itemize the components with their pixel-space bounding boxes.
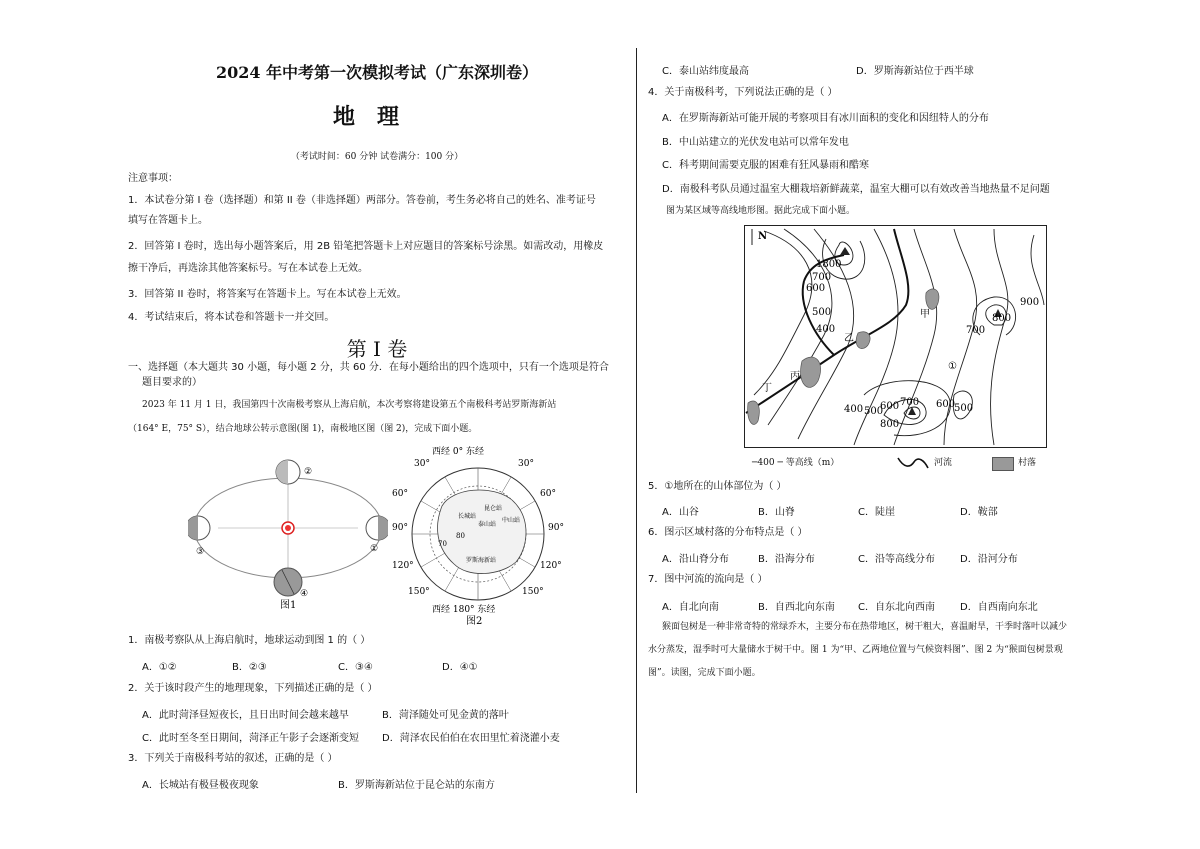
figure2-caption: 图2 bbox=[466, 616, 483, 626]
answer-option[interactable]: C．此时至冬至日期间，菏泽正午影子会逐渐变短 bbox=[142, 733, 359, 744]
question-stem: 7．图中河流的流向是（ ） bbox=[648, 574, 768, 585]
answer-option[interactable]: A．沿山脊分布 bbox=[662, 554, 729, 565]
svg-text:600: 600 bbox=[880, 401, 900, 412]
svg-text:500: 500 bbox=[864, 406, 884, 417]
legend-village: 村落 bbox=[1018, 458, 1037, 468]
answer-option[interactable]: B．②③ bbox=[232, 662, 267, 673]
svg-text:丙: 丙 bbox=[790, 371, 800, 382]
answer-option[interactable]: A．在罗斯海新站可能开展的考察项目有冰川面积的变化和因纽特人的分布 bbox=[662, 113, 989, 124]
answer-option[interactable]: D．④① bbox=[442, 662, 478, 673]
question-stem: 1．南极考察队从上海启航时，地球运动到图 1 的（ ） bbox=[128, 635, 371, 646]
svg-text:1800: 1800 bbox=[816, 259, 842, 270]
answer-option[interactable]: C．陡崖 bbox=[858, 507, 895, 518]
station-label: 中山站 bbox=[502, 517, 521, 524]
question-stem-intro: 2023 年 11 月 1 日，我国第四十次南极考察从上海启航，本次考察将建设第五个南极科考站罗斯海新站 bbox=[142, 400, 557, 410]
answer-option[interactable]: C．泰山站纬度最高 bbox=[662, 66, 749, 77]
svg-text:800: 800 bbox=[992, 313, 1012, 324]
note-line: 填写在答题卡上。 bbox=[128, 215, 208, 226]
svg-text:150°: 150° bbox=[408, 587, 430, 597]
orbit-label: ③ bbox=[196, 547, 205, 557]
earth-orbit-figure bbox=[188, 452, 388, 612]
question-stem: 6．图示区域村落的分布特点是（ ） bbox=[648, 527, 808, 538]
north-arrow-label: N bbox=[758, 231, 768, 242]
earth-position-right bbox=[366, 516, 388, 540]
svg-text:500: 500 bbox=[812, 307, 832, 318]
svg-text:600: 600 bbox=[806, 283, 826, 294]
answer-option[interactable]: B．中山站建立的光伏发电站可以常年发电 bbox=[662, 137, 849, 148]
antarctic-map-figure bbox=[392, 444, 564, 626]
svg-text:500: 500 bbox=[954, 403, 974, 414]
note-line: 1．本试卷分第 I 卷（选择题）和第 II 卷（非选择题）两部分。答卷前，考生务必将自己的姓名、准考证号 bbox=[128, 195, 596, 206]
svg-text:120°: 120° bbox=[540, 561, 562, 571]
answer-option[interactable]: A．长城站有极昼极夜现象 bbox=[142, 780, 259, 791]
answer-option[interactable]: C．沿等高线分布 bbox=[858, 554, 935, 565]
answer-option[interactable]: A．①② bbox=[142, 662, 177, 673]
svg-text:30°: 30° bbox=[518, 459, 534, 469]
svg-text:400: 400 bbox=[816, 324, 836, 335]
polar-label-top: 西经 0° 东经 bbox=[432, 447, 484, 457]
earth-position-bottom bbox=[274, 568, 302, 596]
earth-position-left bbox=[188, 516, 210, 540]
svg-text:600: 600 bbox=[936, 399, 956, 410]
answer-option[interactable]: C．③④ bbox=[338, 662, 373, 673]
svg-text:400: 400 bbox=[844, 404, 864, 415]
legend-river: 河流 bbox=[934, 458, 953, 468]
earth-position-top bbox=[276, 460, 300, 484]
passage-line: 水分蒸发，湿季时可大量储水于树干中。图 1 为“甲、乙两地位置与气候资料图”、图 2 为“猴面包树景观 bbox=[648, 645, 1063, 655]
question-stem-intro: （164° E，75° S），结合地球公转示意图(图 1)，南极地区图（图 2)，完成下面小题。 bbox=[128, 424, 478, 434]
answer-option[interactable]: A．山谷 bbox=[662, 507, 699, 518]
svg-text:700: 700 bbox=[900, 397, 920, 408]
column-divider bbox=[636, 48, 637, 793]
note-line: 4．考试结束后，将本试卷和答题卡一并交回。 bbox=[128, 312, 335, 323]
section-title: 第 I 卷 bbox=[346, 337, 408, 361]
map-intro: 图为某区域等高线地形图。据此完成下面小题。 bbox=[666, 206, 856, 216]
station-label: 长城站 bbox=[458, 513, 477, 520]
answer-option[interactable]: B．山脊 bbox=[758, 507, 795, 518]
answer-option[interactable]: A．此时菏泽昼短夜长，且日出时间会越来越早 bbox=[142, 710, 349, 721]
svg-text:150°: 150° bbox=[522, 587, 544, 597]
figure1-caption: 图1 bbox=[280, 600, 297, 611]
svg-text:90°: 90° bbox=[548, 523, 564, 533]
station-label: 昆仑站 bbox=[484, 505, 503, 512]
exam-title: 2024 年中考第一次模拟考试（广东深圳卷） bbox=[215, 63, 539, 82]
svg-text:乙: 乙 bbox=[844, 333, 854, 344]
village-legend-icon bbox=[992, 457, 1014, 471]
notes-heading: 注意事项： bbox=[128, 173, 178, 184]
answer-option[interactable]: A．自北向南 bbox=[662, 602, 719, 613]
svg-text:700: 700 bbox=[812, 272, 832, 283]
answer-option[interactable]: D．菏泽农民伯伯在农田里忙着浇灌小麦 bbox=[382, 733, 560, 744]
question-stem: 3．下列关于南极科考站的叙述，正确的是（ ） bbox=[128, 753, 338, 764]
answer-option[interactable]: B．自西北向东南 bbox=[758, 602, 835, 613]
svg-text:700: 700 bbox=[966, 325, 986, 336]
svg-text:70: 70 bbox=[438, 540, 447, 548]
answer-option[interactable]: D．罗斯海新站位于西半球 bbox=[856, 66, 974, 77]
station-label: 罗斯海新站 bbox=[466, 557, 497, 564]
answer-option[interactable]: C．科考期间需要克服的困难有狂风暴雨和酷寒 bbox=[662, 160, 869, 171]
svg-text:80: 80 bbox=[456, 532, 465, 540]
svg-text:甲: 甲 bbox=[920, 309, 930, 320]
answer-option[interactable]: C．自东北向西南 bbox=[858, 602, 935, 613]
passage-line: 猴面包树是一种非常奇特的常绿乔木，主要分布在热带地区，树干粗大，喜温耐旱，干季时落叶以减少 bbox=[662, 622, 1068, 632]
polar-label-bottom: 西经 180° 东经 bbox=[432, 605, 496, 615]
svg-text:①: ① bbox=[948, 361, 957, 372]
svg-text:120°: 120° bbox=[392, 561, 414, 571]
answer-option[interactable]: B．沿海分布 bbox=[758, 554, 815, 565]
note-line: 擦干净后，再选涂其他答案标号。写在本试卷上无效。 bbox=[128, 263, 368, 274]
question-stem: 5．①地所在的山体部位为（ ） bbox=[648, 481, 787, 492]
svg-text:丁: 丁 bbox=[762, 383, 772, 394]
passage-line: 图”。读图，完成下面小题。 bbox=[648, 668, 761, 678]
station-label: 泰山站 bbox=[478, 521, 497, 528]
part1-instruction: 一、选择题（本大题共 30 小题，每小题 2 分，共 60 分．在每小题给出的四个选项中，只有一个选项是符合 bbox=[128, 362, 609, 373]
question-stem: 4．关于南极科考，下列说法正确的是（ ） bbox=[648, 87, 838, 98]
answer-option[interactable]: B．菏泽随处可见金黄的落叶 bbox=[382, 710, 509, 721]
answer-option[interactable]: D．自西南向东北 bbox=[960, 602, 1038, 613]
svg-text:900: 900 bbox=[1020, 297, 1040, 308]
svg-text:90°: 90° bbox=[392, 523, 408, 533]
svg-text:60°: 60° bbox=[540, 489, 556, 499]
svg-text:30°: 30° bbox=[414, 459, 430, 469]
orbit-label: ② bbox=[304, 467, 313, 477]
part1-instruction: 题目要求的） bbox=[142, 377, 202, 388]
answer-option[interactable]: B．罗斯海新站位于昆仑站的东南方 bbox=[338, 780, 495, 791]
svg-text:800: 800 bbox=[880, 419, 900, 430]
orbit-label: ① bbox=[370, 544, 379, 554]
subject-title: 地理 bbox=[332, 104, 421, 130]
answer-option[interactable]: D．鞍部 bbox=[960, 507, 998, 518]
orbit-label: ④ bbox=[300, 589, 309, 599]
question-stem: 2．关于该时段产生的地理现象，下列描述正确的是（ ） bbox=[128, 683, 378, 694]
answer-option[interactable]: D．南极科考队员通过温室大棚栽培新鲜蔬菜，温室大棚可以有效改善当地热量不足问题 bbox=[662, 184, 1050, 195]
topographic-map bbox=[744, 225, 1050, 451]
answer-option[interactable]: D．沿河分布 bbox=[960, 554, 1018, 565]
svg-text:60°: 60° bbox=[392, 489, 408, 499]
river-legend-icon bbox=[896, 456, 930, 470]
note-line: 3．回答第 II 卷时，将答案写在答题卡上。写在本试卷上无效。 bbox=[128, 289, 407, 300]
note-line: 2．回答第 I 卷时，选出每小题答案后，用 2B 铅笔把答题卡上对应题目的答案标号涂黑。如需改动，用橡皮 bbox=[128, 241, 604, 252]
exam-info: （考试时间：60 分钟 试卷满分：100 分） bbox=[290, 152, 464, 162]
legend-contour: ─400 ─ 等高线（m） bbox=[752, 458, 840, 468]
